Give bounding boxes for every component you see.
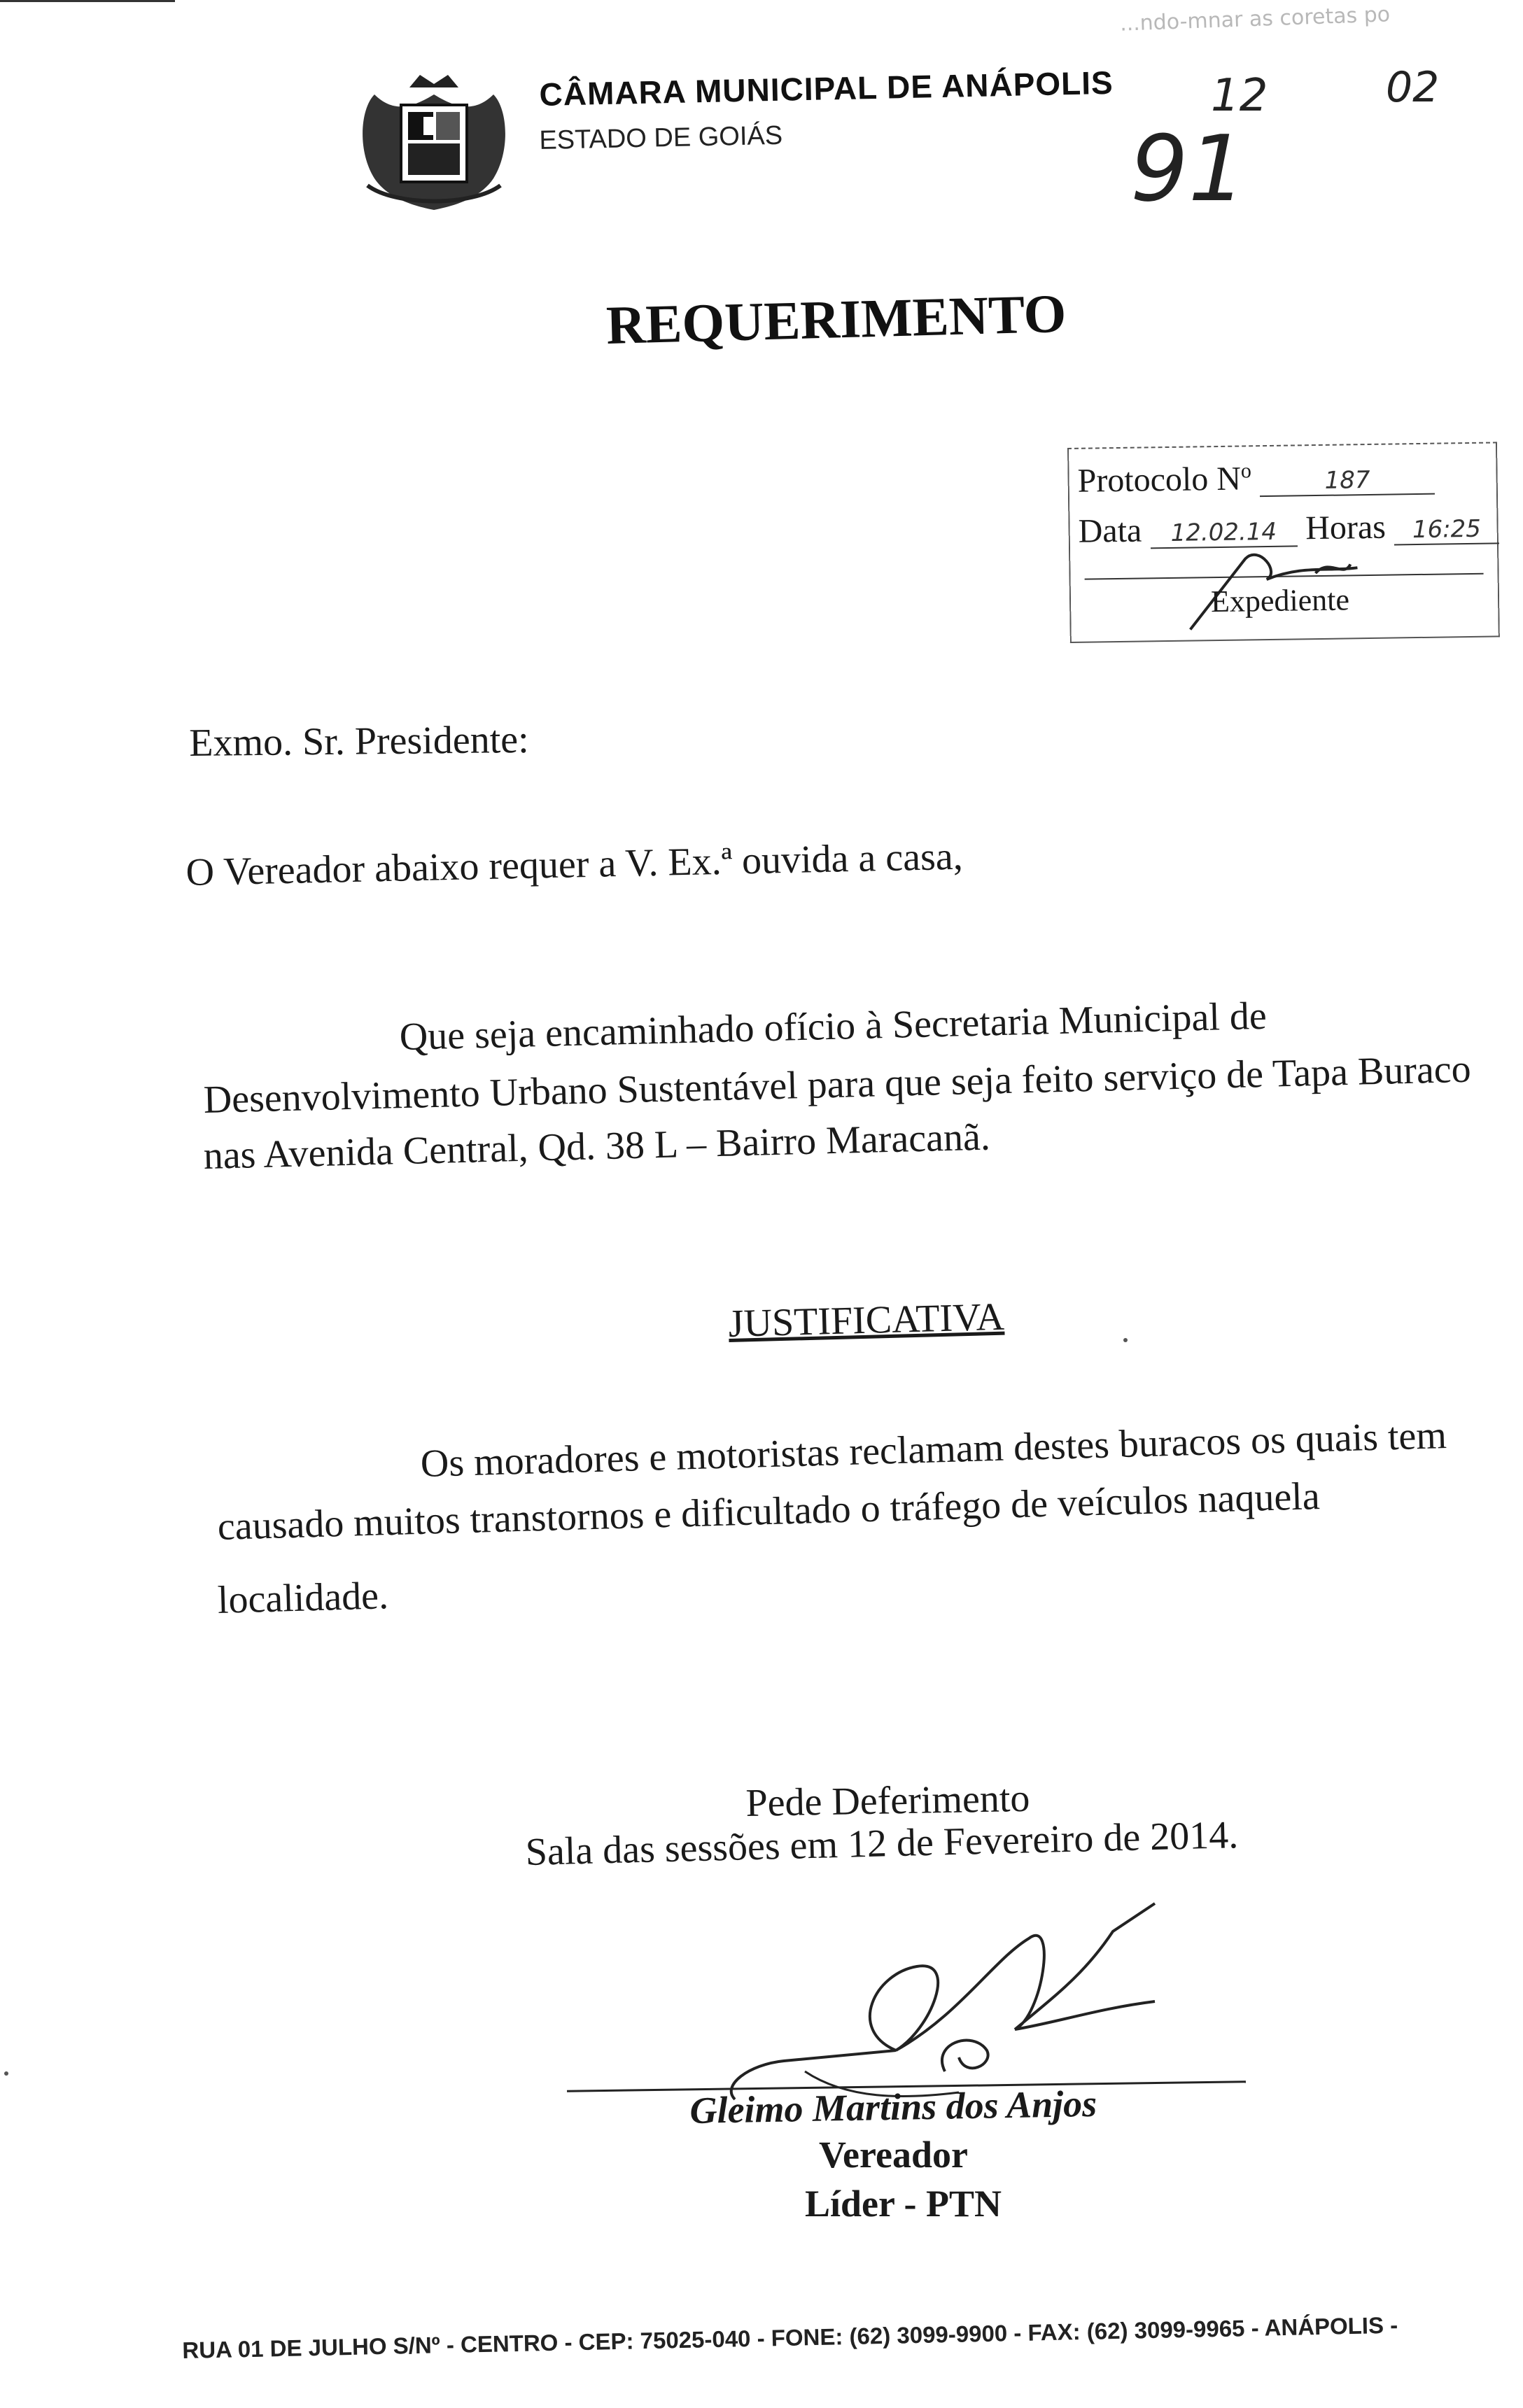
handwritten-date-month: 02 (1386, 63, 1440, 112)
institution-name: CÂMARA MUNICIPAL DE ANÁPOLIS (539, 64, 1114, 113)
request-line: Que seja encaminhado ofício à Secretaria Municipal de (399, 994, 1268, 1059)
pede-deferimento: Pede Deferimento (745, 1776, 1030, 1825)
session-date-line: Sala das sessões em 12 de Fevereiro de 2014. (525, 1813, 1239, 1874)
request-line: nas Avenida Central, Qd. 38 L – Bairro Maracanã. (203, 1115, 991, 1178)
justification-line: Os moradores e motoristas reclamam destes buracos os quais tem (420, 1414, 1447, 1486)
data-label: Data (1078, 512, 1142, 550)
protocol-stamp-box: Protocolo $N^o$ 187 Data 12.02.14 Horas 16:25 Expediente (1067, 442, 1500, 643)
protocol-label: Protocolo N (1077, 460, 1242, 500)
handwritten-page-number: 91 (1130, 115, 1247, 222)
justification-heading: JUSTIFICATIVA (728, 1295, 1005, 1346)
top-edge-rule (0, 0, 175, 2)
justification-line: localidade. (217, 1574, 389, 1622)
protocol-number: 187 (1260, 465, 1436, 497)
state-name: ESTADO DE GOIÁS (539, 120, 783, 155)
salutation: Exmo. Sr. Presidente: (189, 717, 529, 765)
request-line: Desenvolvimento Urbano Sustentável para que seja feito serviço de Tapa Buraco (203, 1047, 1472, 1122)
faint-bleed-through-text: ...ndo-mnar as coretas po (1119, 2, 1391, 36)
signer-name: Gleimo Martins dos Anjos (689, 2082, 1097, 2132)
handwritten-date-day: 12 (1211, 70, 1268, 122)
data-value: 12.02.14 (1150, 517, 1298, 549)
footer-address: RUA 01 DE JULHO S/Nº - CENTRO - CEP: 75025-040 - FONE: (62) 3099-9900 - FAX: (62) 3099-9965 - ANÁPOLIS - (182, 2311, 1398, 2363)
signer-party: Líder - PTN (805, 2183, 1002, 2225)
stray-dot (1123, 1338, 1128, 1342)
expediente-label: Expediente (1210, 582, 1350, 619)
signer-role: Vereador (819, 2134, 968, 2176)
document-title: REQUERIMENTO (605, 282, 1067, 355)
justification-line: causado muitos transtornos e dificultado o tráfego de veículos naquela (217, 1474, 1321, 1549)
horas-label: Horas (1305, 508, 1387, 547)
stray-dot (4, 2071, 8, 2076)
municipal-coat-of-arms-icon (353, 66, 514, 213)
horas-value: 16:25 (1394, 514, 1500, 545)
intro-sentence: O Vereador abaixo requer a V. Ex.ª ouvida a casa, (185, 834, 964, 894)
